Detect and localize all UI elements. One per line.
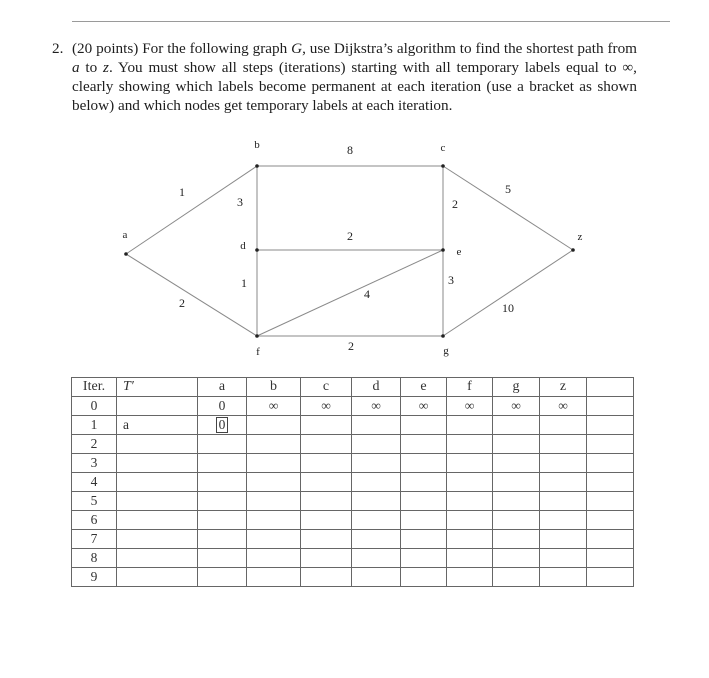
edge-weight-a-b: 1 [179, 185, 185, 199]
node-label-f: f [256, 346, 260, 358]
label-cell [493, 549, 540, 568]
header-col-g: g [493, 378, 540, 397]
label-cell [352, 492, 401, 511]
label-cell [198, 416, 247, 435]
label-cell [247, 454, 301, 473]
iter-cell: 8 [72, 549, 117, 568]
label-cell [540, 435, 587, 454]
label-cell: ∞ [247, 397, 301, 416]
node-z [571, 248, 575, 252]
node-g [441, 334, 445, 338]
label-cell [352, 435, 401, 454]
node-c [441, 164, 445, 168]
node-label-a: a [122, 229, 128, 241]
iter-cell: 6 [72, 511, 117, 530]
label-cell [401, 492, 447, 511]
label-cell [493, 454, 540, 473]
label-cell [301, 511, 352, 530]
table-row [72, 416, 634, 435]
table-row [72, 549, 634, 568]
label-cell [447, 568, 493, 587]
header-iter: Iter. [72, 378, 117, 397]
table-row [72, 568, 634, 587]
label-cell [540, 473, 587, 492]
node-e [441, 248, 445, 252]
label-cell [447, 530, 493, 549]
label-cell [493, 530, 540, 549]
edge-weight-c-z: 5 [505, 182, 511, 196]
label-cell [247, 568, 301, 587]
label-cell [401, 568, 447, 587]
iter-cell: 1 [72, 416, 117, 435]
label-cell [247, 549, 301, 568]
label-cell [540, 511, 587, 530]
label-cell [301, 549, 352, 568]
blank-cell [587, 435, 634, 454]
label-cell [301, 416, 352, 435]
edge-weight-c-e: 2 [452, 197, 458, 211]
label-cell [198, 530, 247, 549]
source-variable: a [72, 59, 80, 76]
problem-text-part: to [79, 59, 104, 76]
label-cell [352, 416, 401, 435]
table-row [72, 435, 634, 454]
header-blank [587, 378, 634, 397]
label-cell [540, 549, 587, 568]
label-cell [493, 416, 540, 435]
label-cell [301, 492, 352, 511]
dijkstra-iteration-table [71, 377, 634, 587]
label-cell: ∞ [493, 397, 540, 416]
blank-cell [587, 492, 634, 511]
edge-weight-e-g: 3 [448, 273, 454, 287]
label-cell [447, 492, 493, 511]
t-cell [117, 473, 198, 492]
label-cell [401, 473, 447, 492]
edge-a-f [126, 254, 257, 336]
label-cell [447, 511, 493, 530]
edge-weight-g-z: 10 [502, 301, 514, 315]
label-cell: 0 [198, 397, 247, 416]
node-label-c: c [440, 142, 446, 154]
blank-cell [587, 454, 634, 473]
label-cell [401, 549, 447, 568]
label-cell [301, 435, 352, 454]
label-cell: ∞ [540, 397, 587, 416]
problem-points: (20 points) [72, 40, 139, 57]
header-col-e: e [401, 378, 447, 397]
label-cell: ∞ [447, 397, 493, 416]
t-cell [117, 435, 198, 454]
t-cell [117, 530, 198, 549]
node-label-d: d [240, 240, 246, 252]
iter-cell: 0 [72, 397, 117, 416]
table-row [72, 454, 634, 473]
node-d [255, 248, 259, 252]
edge-weight-b-c: 8 [347, 143, 353, 157]
blank-cell [587, 511, 634, 530]
label-cell: ∞ [401, 397, 447, 416]
label-cell [447, 454, 493, 473]
table-row [72, 530, 634, 549]
t-cell [117, 568, 198, 587]
edge-weight-f-g: 2 [348, 339, 354, 353]
label-cell: ∞ [352, 397, 401, 416]
label-cell [352, 549, 401, 568]
iter-cell: 3 [72, 454, 117, 473]
label-cell [247, 492, 301, 511]
target-variable: z [103, 59, 109, 76]
edge-c-z [443, 166, 573, 250]
iter-cell: 5 [72, 492, 117, 511]
blank-cell [587, 530, 634, 549]
t-cell: a [117, 416, 198, 435]
label-cell [493, 568, 540, 587]
label-cell [247, 511, 301, 530]
label-cell [401, 454, 447, 473]
label-cell [447, 435, 493, 454]
label-cell [198, 492, 247, 511]
node-label-g: g [443, 345, 449, 357]
label-cell [540, 568, 587, 587]
label-cell [198, 549, 247, 568]
label-cell [352, 473, 401, 492]
header-col-c: c [301, 378, 352, 397]
label-cell [198, 511, 247, 530]
header-col-f: f [447, 378, 493, 397]
label-cell: ∞ [301, 397, 352, 416]
edge-weight-a-f: 2 [179, 296, 185, 310]
node-a [124, 252, 128, 256]
label-cell [540, 416, 587, 435]
problem-text-part: . You must show all steps (iterations) starting with all temporary labels equal to ∞, clearly showing which labels become permanent at each iteration (use a bracket as shown below) and which nodes get temporary labels at each iteration. [72, 59, 637, 114]
label-cell [401, 416, 447, 435]
edge-weight-b-d: 3 [237, 195, 243, 209]
header-col-b: b [247, 378, 301, 397]
node-label-b: b [254, 139, 260, 151]
label-cell [352, 530, 401, 549]
label-cell [493, 511, 540, 530]
label-cell [198, 568, 247, 587]
iter-cell: 4 [72, 473, 117, 492]
edge-weight-e-f: 4 [364, 287, 370, 301]
label-cell [401, 511, 447, 530]
table-row [72, 397, 634, 416]
t-cell [117, 454, 198, 473]
edge-g-z [443, 250, 573, 336]
label-cell [493, 473, 540, 492]
edge-a-b [126, 166, 257, 254]
label-cell [540, 454, 587, 473]
node-b [255, 164, 259, 168]
problem-number: 2. [52, 40, 64, 57]
table-row [72, 492, 634, 511]
edge-weight-d-e: 2 [347, 229, 353, 243]
label-cell [352, 568, 401, 587]
label-cell [447, 473, 493, 492]
graph-variable: G [291, 40, 303, 57]
edge-e-f [257, 250, 443, 336]
label-cell [198, 473, 247, 492]
label-cell [198, 435, 247, 454]
problem-text-part: , use Dijkstra’s algorithm to find the shortest path from [302, 40, 637, 57]
blank-cell [587, 397, 634, 416]
header-col-a: a [198, 378, 247, 397]
permanent-label: 0 [216, 417, 229, 433]
label-cell [352, 454, 401, 473]
label-cell [447, 549, 493, 568]
label-cell [301, 530, 352, 549]
blank-cell [587, 549, 634, 568]
table-row [72, 473, 634, 492]
label-cell [247, 435, 301, 454]
header-col-d: d [352, 378, 401, 397]
blank-cell [587, 473, 634, 492]
label-cell [493, 492, 540, 511]
label-cell [401, 530, 447, 549]
label-cell [447, 416, 493, 435]
table-header-row [72, 378, 634, 397]
node-label-z: z [577, 231, 583, 243]
iter-cell: 2 [72, 435, 117, 454]
t-cell [117, 511, 198, 530]
edge-weight-d-f: 1 [241, 276, 247, 290]
label-cell [198, 454, 247, 473]
label-cell [301, 568, 352, 587]
blank-cell [587, 416, 634, 435]
problem-text-part: For the following graph [138, 40, 292, 57]
header-t: T′ [117, 378, 198, 397]
header-col-z: z [540, 378, 587, 397]
label-cell [401, 435, 447, 454]
iter-cell: 9 [72, 568, 117, 587]
t-cell [117, 397, 198, 416]
node-label-e: e [456, 246, 462, 258]
label-cell [540, 530, 587, 549]
blank-cell [587, 568, 634, 587]
t-cell [117, 549, 198, 568]
label-cell [247, 416, 301, 435]
label-cell [301, 473, 352, 492]
label-cell [247, 473, 301, 492]
node-f [255, 334, 259, 338]
label-cell [540, 492, 587, 511]
iter-cell: 7 [72, 530, 117, 549]
t-cell [117, 492, 198, 511]
label-cell [352, 511, 401, 530]
table-row [72, 511, 634, 530]
label-cell [493, 435, 540, 454]
label-cell [247, 530, 301, 549]
label-cell [301, 454, 352, 473]
